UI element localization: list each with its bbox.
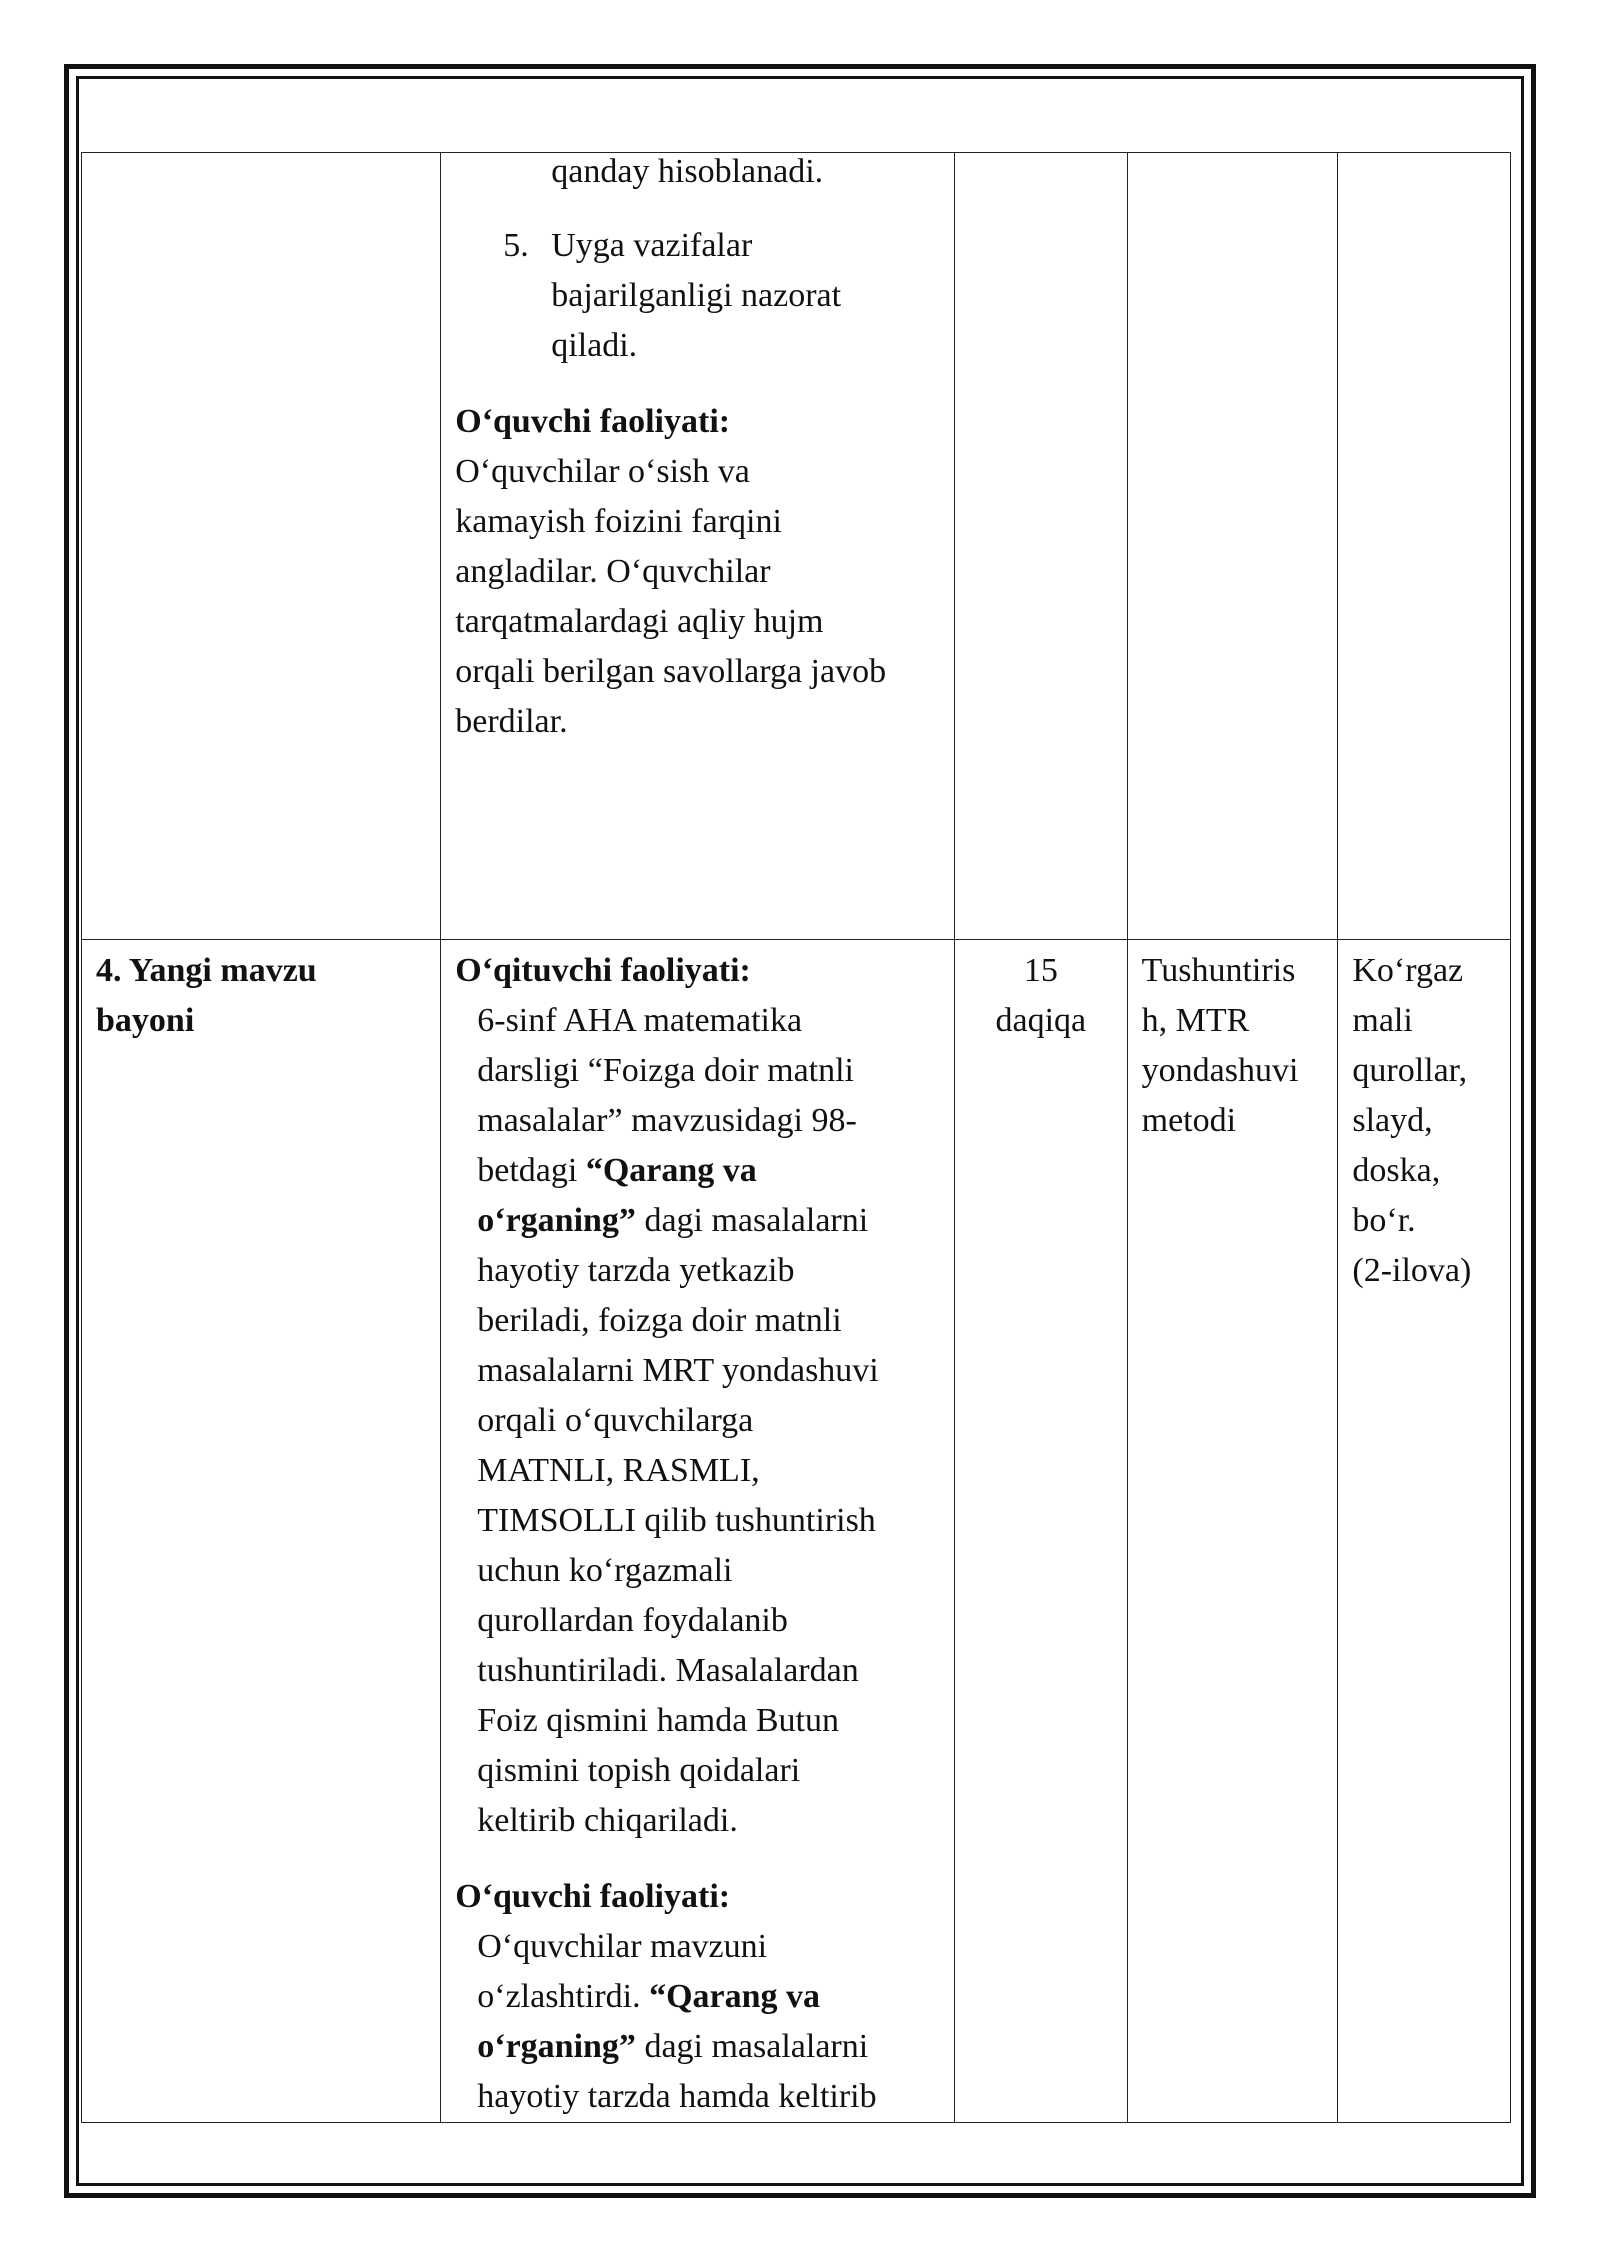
list-continuation [455,147,940,197]
student-activity-line: tarqatmalardagi aqliy hujm [455,603,824,640]
student-activity-heading: O‘quvchi faoliyati: [455,403,731,440]
time-value: 15 [1023,952,1058,989]
student-activity-line: angladilar. O‘quvchilar [455,553,771,590]
text-line: MATNLI, RASMLI, [477,1452,760,1489]
method-cell [1127,940,1338,2123]
stage-cell [82,153,441,940]
text-line: darsligi “Foizga doir matnli [477,1052,855,1089]
text-run: betdagi [477,1152,586,1189]
tools-cell [1338,940,1511,2123]
time-cell [955,940,1128,2123]
stage-title-line: 4. Yangi mavzu [96,952,317,989]
text-run: dagi masalalarni [635,2028,869,2065]
text-line: hayotiy tarzda hamda keltirib [477,2078,877,2115]
text-line: hayotiy tarzda yetkazib [477,1252,795,1289]
list-item-number: 5. [503,227,529,264]
list-item [455,221,940,371]
text-line [477,1146,940,1196]
lesson-plan-table [81,152,1511,2123]
table-row [82,940,1511,2123]
text-line: tushuntiriladi. Masalalardan [477,1652,859,1689]
text-line: masalalar” mavzusidagi 98- [477,1102,857,1139]
activity-cell [441,153,955,940]
list-item-line: qiladi. [551,327,638,364]
student-activity-line: O‘quvchilar o‘sish va [455,453,750,490]
student-activity-line: berdilar. [455,703,568,740]
student-activity-line: orqali berilgan savollarga javob [455,653,887,690]
method-line: Tushuntiris [1141,952,1296,989]
method-line: yondashuvi [1141,1052,1299,1089]
text-line: qismini topish qoidalari [477,1752,801,1789]
text-run-bold: “Qarang va [585,1152,757,1189]
text-run: o‘zlashtirdi. [477,1978,650,2015]
text-run-bold: “Qarang va [649,1978,821,2015]
tools-cell [1338,153,1511,940]
text-line: beriladi, foizga doir matnli [477,1302,842,1339]
tools-line: bo‘r. [1352,1202,1416,1239]
student-activity-line: kamayish foizini farqini [455,503,782,540]
table-row [82,153,1511,940]
tools-line: doska, [1352,1152,1441,1189]
text-line: qurollardan foydalanib [477,1602,788,1639]
activity-cell [441,940,955,2123]
method-line: h, MTR [1141,1002,1250,1039]
stage-cell [82,940,441,2123]
teacher-activity-heading: O‘qituvchi faoliyati: [455,952,751,989]
text-line: orqali o‘quvchilarga [477,1402,754,1439]
text-line [477,1196,940,1246]
time-unit: daqiqa [995,1002,1087,1039]
method-line: metodi [1141,1102,1237,1139]
list-item-line: Uyga vazifalar [551,227,753,264]
time-cell [955,153,1128,940]
list-item-line: bajarilganligi nazorat [551,277,842,314]
tools-line: slayd, [1352,1102,1433,1139]
tools-line: Ko‘rgaz [1352,952,1464,989]
text-line: uchun ko‘rgazmali [477,1552,733,1589]
text-run-bold: o‘rganing” [477,1202,636,1239]
text-line [477,2022,940,2072]
tools-line: qurollar, [1352,1052,1468,1089]
text-line: O‘quvchilar mavzuni [477,1928,768,1965]
teacher-activity-text [455,996,940,1846]
student-activity-heading: O‘quvchi faoliyati: [455,1878,731,1915]
method-cell [1127,153,1338,940]
stage-title-line: bayoni [96,1002,195,1039]
list-item-text: qanday hisoblanadi. [551,153,824,190]
tools-line: mali [1352,1002,1413,1039]
text-line: masalalarni MRT yondashuvi [477,1352,879,1389]
text-line [477,1972,940,2022]
student-activity-text [455,1922,940,2122]
tools-line: (2-ilova) [1352,1252,1472,1289]
text-run: dagi masalalarni [635,1202,869,1239]
text-line: Foiz qismini hamda Butun [477,1702,839,1739]
text-run-bold: o‘rganing” [477,2028,636,2065]
text-line: TIMSOLLI qilib tushuntirish [477,1502,876,1539]
text-line: keltirib chiqariladi. [477,1802,738,1839]
text-line: 6-sinf AHA matematika [477,1002,803,1039]
